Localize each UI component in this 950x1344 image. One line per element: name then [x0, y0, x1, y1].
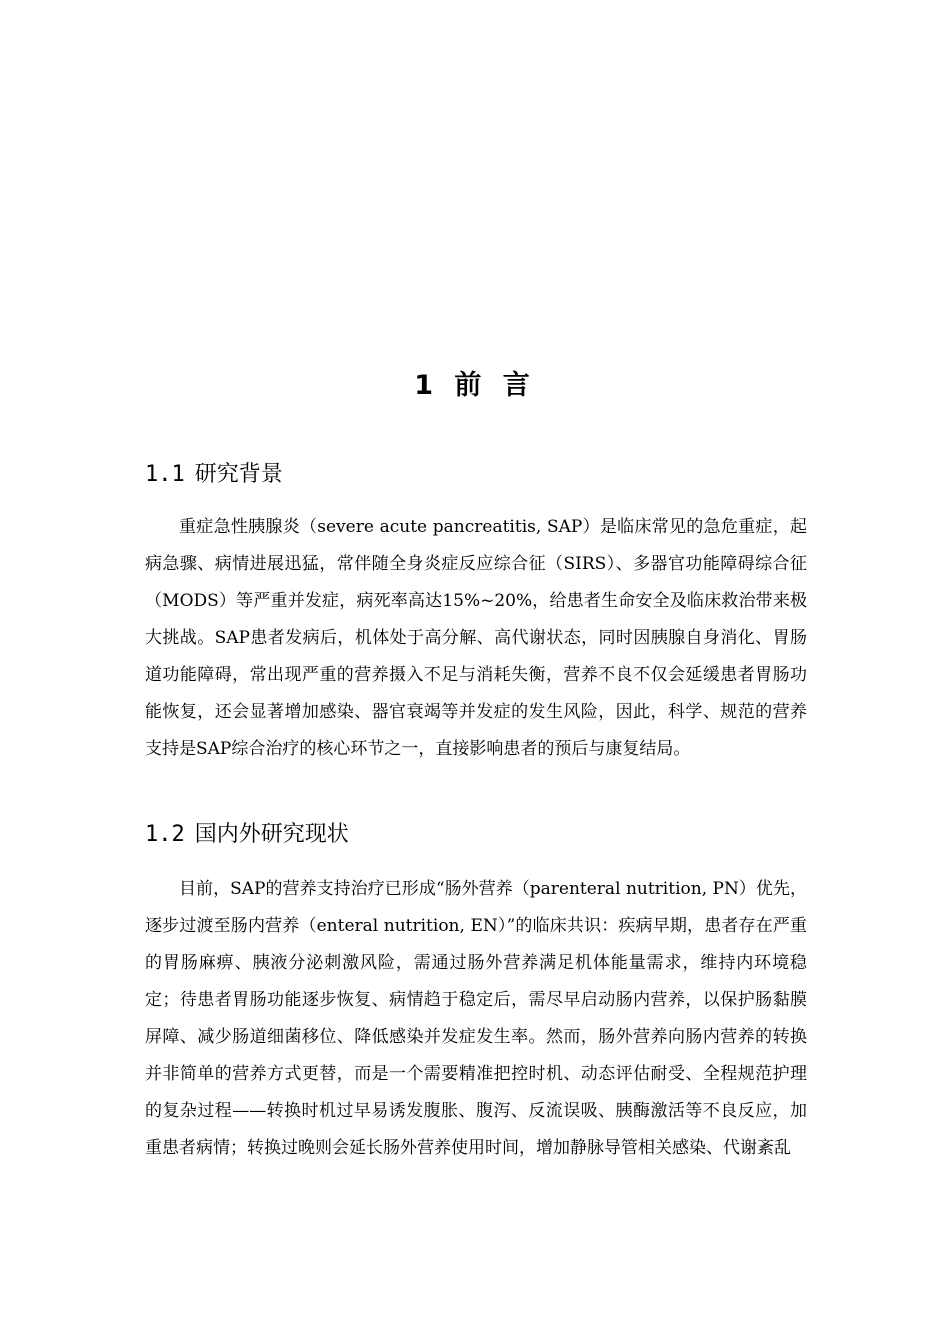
section-title: 研究背景	[194, 462, 283, 487]
section-number: 1.1	[145, 462, 185, 487]
section-heading-research-status	[145, 820, 349, 850]
section-number: 1.2	[145, 822, 185, 847]
section-title: 国内外研究现状	[194, 822, 349, 847]
body-paragraph: 目前，SAP的营养支持治疗已形成“肠外营养（parenteral nutrition, PN）优先，逐步过渡至肠内营养（enteral nutrition, EN）”的临床共识：疾病早期，患者存在严重的胃肠麻痹、胰液分泌刺激风险，需通过肠外营养满足机体能量需求，维持内环境稳定；待患者胃肠功能逐步恢复、病情趋于稳定后，需尽早启动肠内营养，以保护肠黏膜屏障、减少肠道细菌移位、降低感染并发症发生率。然而，肠外营养向肠内营养的转换并非简单的营养方式更替，而是一个需要精准把控时机、动态评估耐受、全程规范护理的复杂过程——转换时机过早易诱发腹胀、腹泻、反流误吸、胰酶激活等不良反应，加重患者病情；转换过晚则会延长肠外营养使用时间，增加静脉导管相关感染、代谢紊乱	[145, 879, 807, 1158]
section-heading-research-background	[145, 460, 283, 490]
chapter-title: 1 前 言	[414, 370, 536, 401]
body-paragraph: 重症急性胰腺炎（severe acute pancreatitis, SAP）是临床常见的急危重症，起病急骤、病情进展迅猛，常伴随全身炎症反应综合征（SIRS）、多器官功能障碍综合征（MODS）等严重并发症，病死率高达15%~20%，给患者生命安全及临床救治带来极大挑战。SAP患者发病后，机体处于高分解、高代谢状态，同时因胰腺自身消化、胃肠道功能障碍，常出现严重的营养摄入不足与消耗失衡，营养不良不仅会延缓患者胃肠功能恢复，还会显著增加感染、器官衰竭等并发症的发生风险，因此，科学、规范的营养支持是SAP综合治疗的核心环节之一，直接影响患者的预后与康复结局。	[145, 517, 807, 759]
